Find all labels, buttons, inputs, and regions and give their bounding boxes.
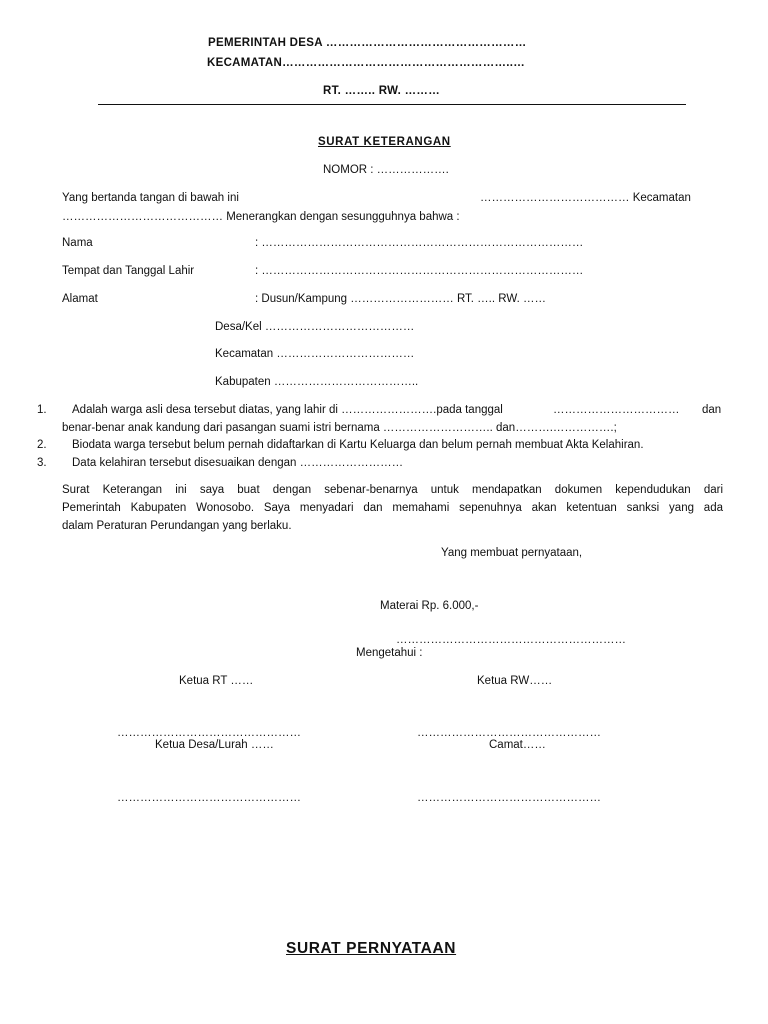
ketua-rt-dots: ………………………………………… xyxy=(117,727,301,739)
ketua-desa-dots: ………………………………………… xyxy=(117,792,301,804)
list-number-3: 3. xyxy=(37,457,47,469)
intro-line2: …………………………………… Menerangkan dengan sesungguhnya bahwa : xyxy=(62,211,460,223)
ketua-rw-dots: ………………………………………… xyxy=(417,727,601,739)
list-item-1-dan: dan xyxy=(702,404,722,416)
address-desa: Desa/Kel ………………………………… xyxy=(215,321,415,333)
ketua-rt-label: Ketua RT …… xyxy=(179,675,254,687)
closing-line-1: Surat Keterangan ini saya buat dengan sebenar-benarnya untuk mendapatkan dokumen kependudukan dari xyxy=(62,484,723,496)
field-label-ttl: Tempat dan Tanggal Lahir xyxy=(62,265,195,277)
materai-label: Materai Rp. 6.000,- xyxy=(380,600,479,612)
field-value-alamat: : Dusun/Kampung ……………………… RT. ….. RW. …… xyxy=(255,293,546,305)
header-divider xyxy=(98,104,686,105)
intro-right: ………………………………… Kecamatan xyxy=(480,192,691,204)
list-item-2: Biodata warga tersebut belum pernah didaftarkan di Kartu Keluarga dan belum pernah membuat Akta Kelahiran. xyxy=(72,439,644,451)
address-kecamatan: Kecamatan ……………………………… xyxy=(215,348,415,360)
closing-line-2: Pemerintah Kabupaten Wonosobo. Saya menyadari dan memahami sepenuhnya akan ketentuan sanksi yang ada xyxy=(62,502,723,514)
next-document-title: SURAT PERNYATAAN xyxy=(286,940,457,957)
signer-label: Yang membuat pernyataan, xyxy=(441,547,583,559)
field-label-nama: Nama xyxy=(62,237,93,249)
list-number-2: 2. xyxy=(37,439,47,451)
header-kecamatan: KECAMATAN…………………………………………………..… xyxy=(207,57,526,69)
intro-left: Yang bertanda tangan di bawah ini xyxy=(62,192,239,204)
header-rt-rw: RT. …….. RW. ……… xyxy=(323,85,441,97)
list-item-1-line1: Adalah warga asli desa tersebut diatas, yang lahir di …………………….pada tanggal xyxy=(72,404,503,416)
signer-dots: …………………………………………………… xyxy=(396,634,626,646)
field-value-nama: : ………………………………………………………………………… xyxy=(255,237,584,249)
ketua-rw-label: Ketua RW…… xyxy=(477,675,553,687)
letter-title: SURAT KETERANGAN xyxy=(318,136,451,148)
address-kabupaten: Kabupaten ……………………………….. xyxy=(215,376,419,388)
mengetahui-label: Mengetahui : xyxy=(356,647,423,659)
ketua-desa-label: Ketua Desa/Lurah …… xyxy=(155,739,274,751)
closing-line-3: dalam Peraturan Perundangan yang berlaku. xyxy=(62,520,292,532)
camat-dots: ………………………………………… xyxy=(417,792,601,804)
list-number-1: 1. xyxy=(37,404,47,416)
list-item-1-line2: benar-benar anak kandung dari pasangan suami istri bernama ……………………….. dan……….…………….; xyxy=(62,422,617,434)
list-item-3: Data kelahiran tersebut disesuaikan dengan ……………………… xyxy=(72,457,404,469)
letter-number: NOMOR : ………………. xyxy=(323,164,449,176)
camat-label: Camat…… xyxy=(489,739,546,751)
header-desa: PEMERINTAH DESA …………………………………………… xyxy=(208,37,527,49)
field-label-alamat: Alamat xyxy=(62,293,98,305)
list-item-1-dots: …………………………… xyxy=(553,404,680,416)
field-value-ttl: : ………………………………………………………………………… xyxy=(255,265,584,277)
